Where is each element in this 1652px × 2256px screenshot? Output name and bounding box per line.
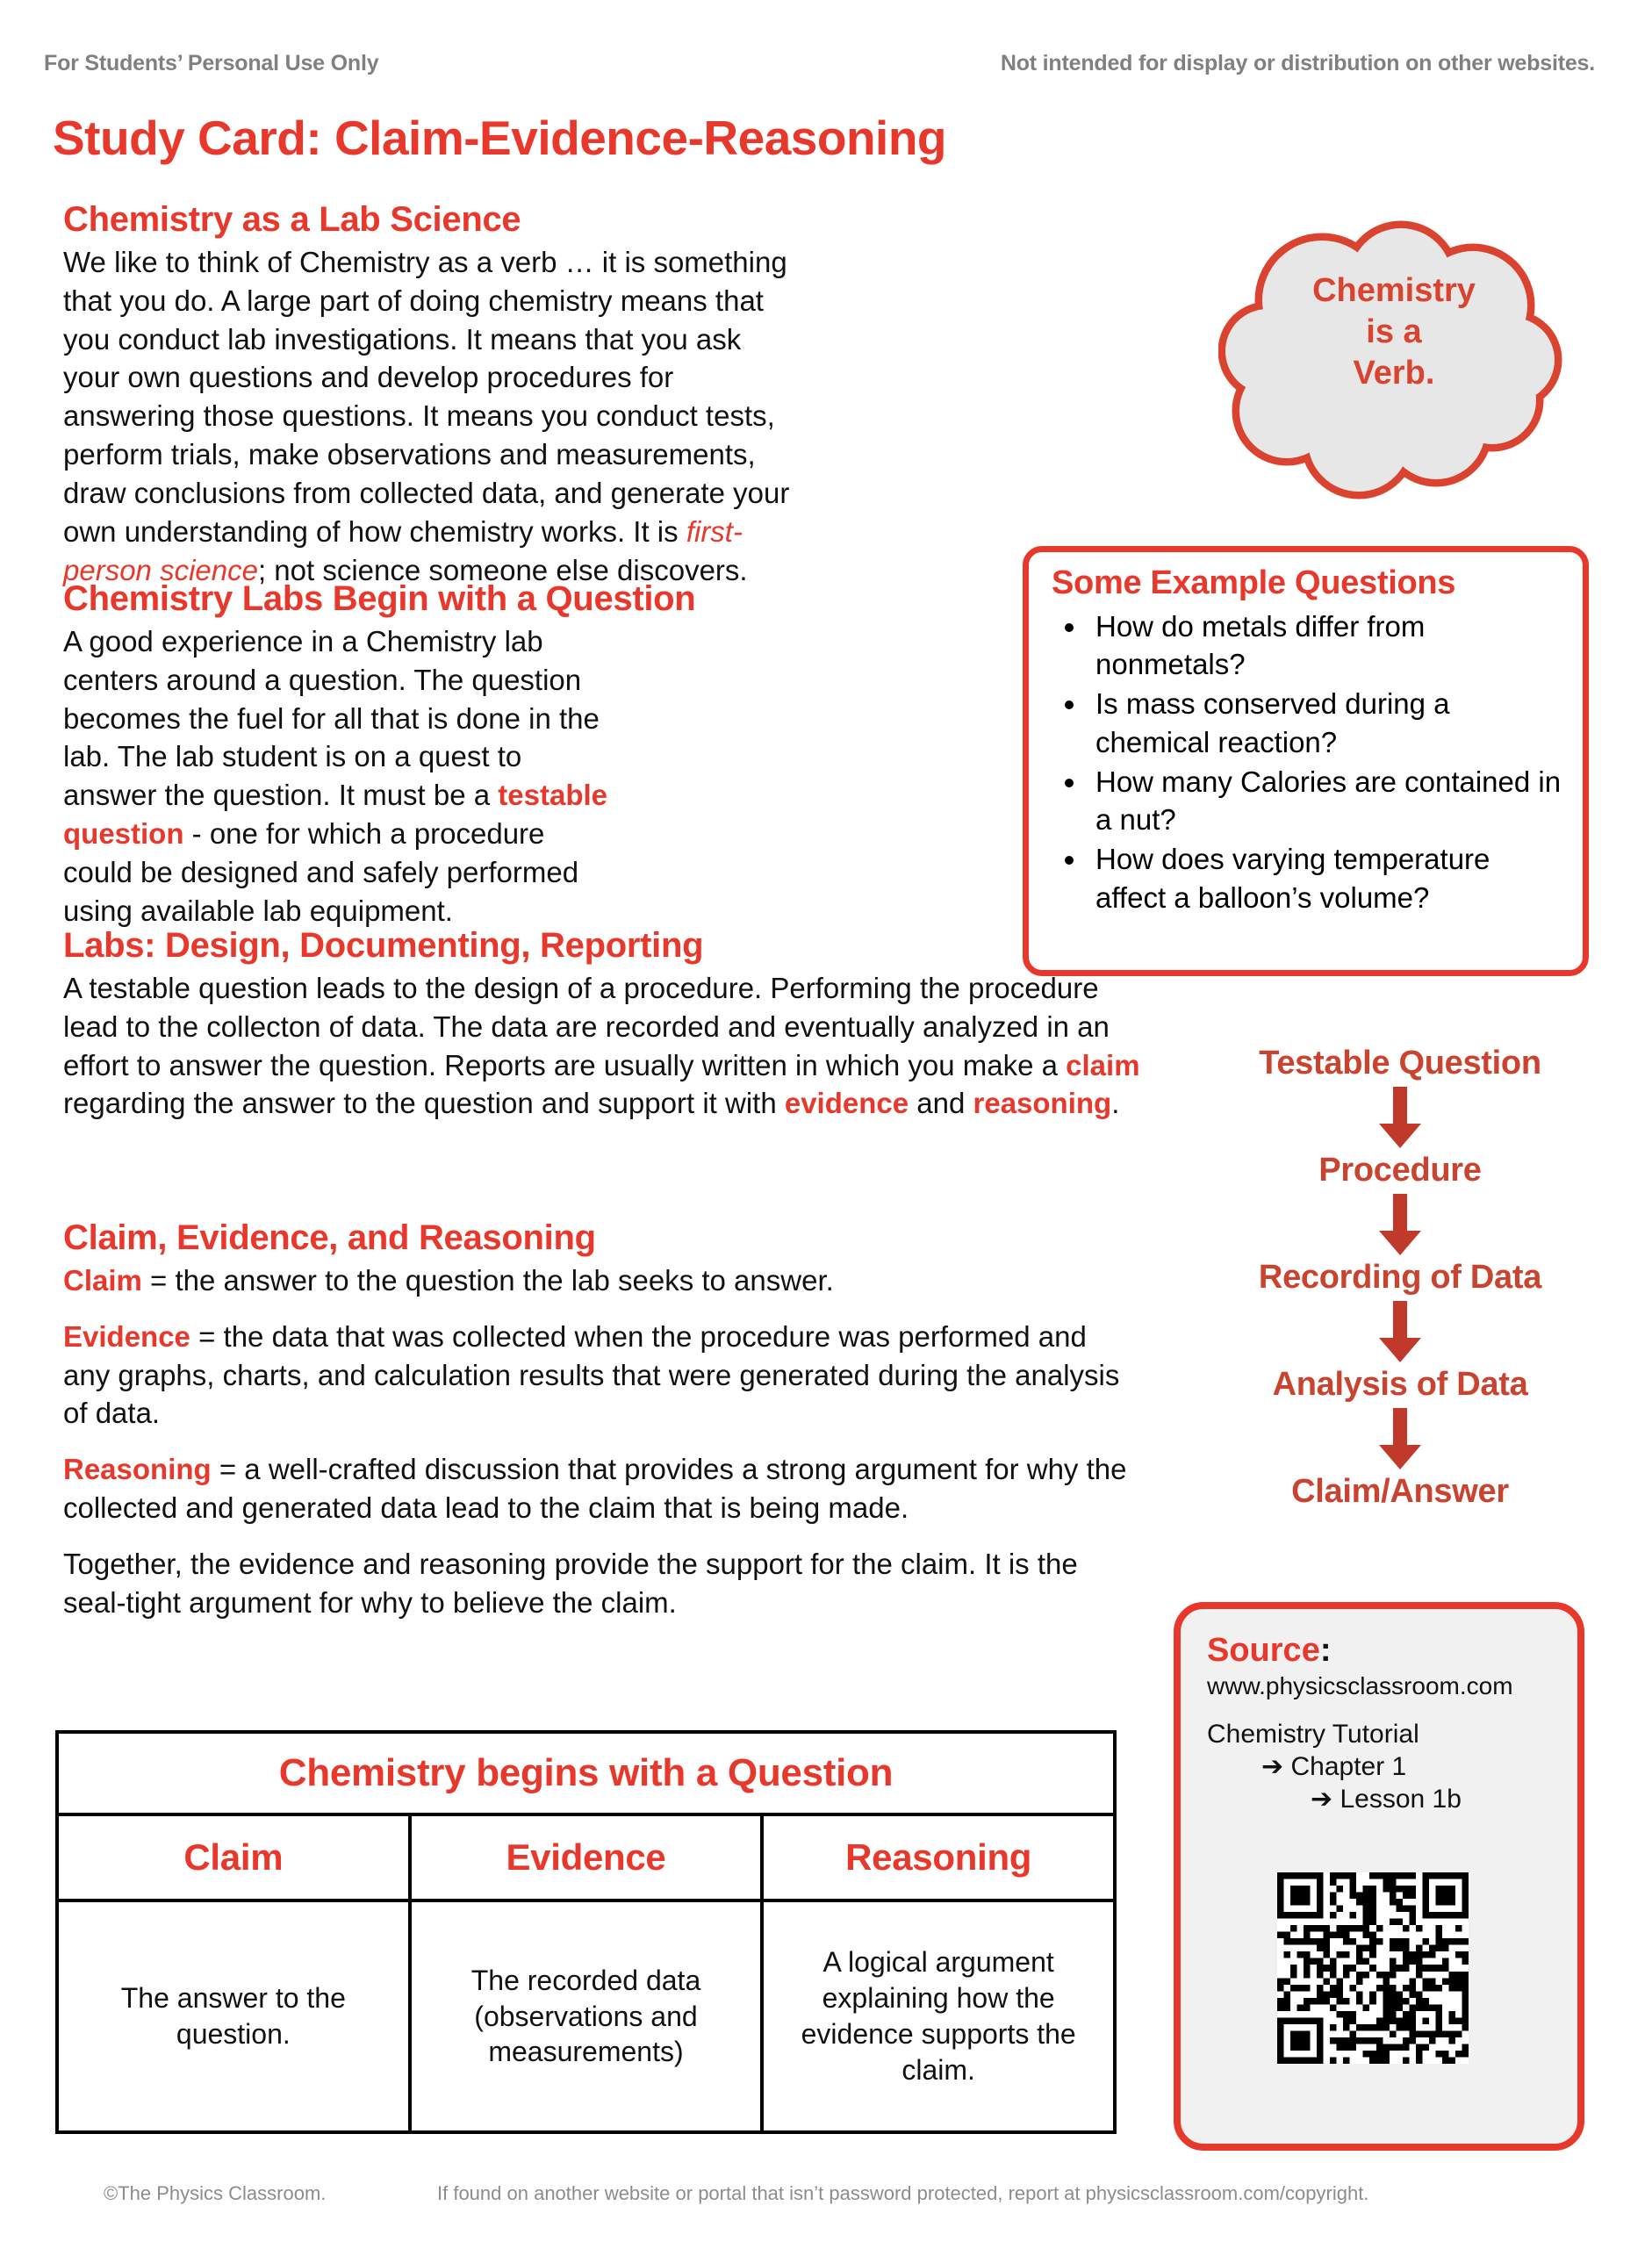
- table-header-evidence: Evidence: [410, 1814, 763, 1900]
- down-arrow-icon: [1375, 1408, 1425, 1471]
- source-box: [1174, 1602, 1584, 2151]
- table-row: [57, 1732, 1115, 1814]
- labs-design-emphasis-reasoning: reasoning: [973, 1087, 1112, 1120]
- list-item: • How do metals differ from nonmetals?: [1088, 607, 1563, 683]
- page-title: Study Card: Claim-Evidence-Reasoning: [53, 111, 947, 165]
- term-reasoning: Reasoning: [63, 1453, 212, 1486]
- qr-code[interactable]: [1277, 1872, 1469, 2064]
- labs-begin-emphasis: testable question: [63, 779, 607, 851]
- source-chapter-line: ➔ Chapter 1: [1261, 1751, 1407, 1781]
- source-heading-colon: :: [1319, 1632, 1332, 1669]
- definition-claim-text: = the answer to the question the lab seeks to answer.: [141, 1263, 834, 1297]
- table-cell-reasoning: A logical argument explaining how the evidence supports the claim.: [762, 1900, 1115, 2132]
- cloud-line-1: Chemistry: [1312, 272, 1476, 309]
- cloud-text: [1218, 270, 1569, 394]
- definition-reasoning-text: = a well-crafted discussion that provides a strong argument for why the collected and generated data lead to the claim that is being made.: [63, 1453, 1127, 1525]
- section-labs-begin: [63, 579, 696, 930]
- down-arrow-icon: [1375, 1301, 1425, 1364]
- lab-science-text-2: ; not science someone else discovers.: [257, 553, 748, 586]
- table-title: Chemistry begins with a Question: [57, 1732, 1115, 1814]
- lab-process-flowchart: [1176, 1046, 1624, 1509]
- page-header: [0, 51, 1652, 86]
- lab-science-text-1: We like to think of Chemistry as a verb … it is something that you do. A large part of doing chemistry means that you conduct lab investigations. It means that you ask your own questions and develop procedures for answering those questions. It means you conduct tests, perform trials, make observations and measurements, draw conclusions from collected data, and generate your own understanding of how chemistry works. It is: [63, 245, 790, 548]
- section-labs-design: [63, 926, 1143, 1123]
- section-body-lab-science: [63, 243, 792, 590]
- definition-reasoning: [63, 1450, 1138, 1527]
- source-lesson-line: ➔ Lesson 1b: [1311, 1784, 1462, 1814]
- footer-copyright: ©The Physics Classroom.: [104, 2182, 327, 2204]
- table-cell-claim: The answer to the question.: [57, 1900, 410, 2132]
- flow-step-analysis-of-data: Analysis of Data: [1272, 1365, 1528, 1403]
- section-body-labs-begin: [63, 622, 607, 930]
- example-questions-heading: Some Example Questions: [1052, 564, 1456, 601]
- cloud-line-3: Verb.: [1353, 355, 1435, 392]
- list-item: • Is mass conserved during a chemical reaction?: [1088, 685, 1563, 760]
- footer-notice: If found on another website or portal that isn’t password protected, report at physicsclassroom.com/copyright.: [437, 2182, 1369, 2204]
- lab-science-emphasis: first-person science: [63, 514, 743, 586]
- labs-begin-text-1: A good experience in a Chemistry lab centers around a question. The question becomes the fuel for all that is done in the lab. The lab student is on a quest to answer the question. It must be a: [63, 624, 600, 812]
- flow-step-testable-question: Testable Question: [1259, 1045, 1541, 1081]
- table-row: [57, 1814, 1115, 1900]
- cer-summary-table: [55, 1730, 1117, 2134]
- source-heading: [1207, 1634, 1577, 1669]
- flow-step-procedure: Procedure: [1318, 1151, 1482, 1189]
- flow-step-recording-of-data: Recording of Data: [1258, 1258, 1542, 1296]
- list-item: • How does varying temperature affect a balloon’s volume?: [1088, 840, 1563, 916]
- section-heading-labs-design: Labs: Design, Documenting, Reporting: [63, 926, 704, 965]
- term-claim: Claim: [63, 1263, 142, 1297]
- labs-design-text-4: .: [1111, 1087, 1120, 1120]
- labs-design-emphasis-claim: claim: [1066, 1048, 1140, 1081]
- list-item: • How many Calories are contained in a nut?: [1088, 763, 1563, 838]
- source-url[interactable]: www.physicsclassroom.com: [1207, 1671, 1513, 1699]
- table-row: [57, 1900, 1115, 2132]
- cer-summary: Together, the evidence and reasoning provide the support for the claim. It is the seal-tight argument for why to believe the claim.: [63, 1548, 1078, 1619]
- cloud-line-2: is a: [1366, 313, 1422, 351]
- page-footer: [0, 2182, 1652, 2210]
- section-claim-evidence-reasoning: [63, 1218, 1138, 1622]
- section-heading-lab-science: Chemistry as a Lab Science: [63, 200, 521, 239]
- example-questions-list: [1052, 607, 1563, 916]
- term-evidence: Evidence: [63, 1319, 190, 1353]
- labs-design-text-3: and: [909, 1087, 973, 1120]
- definition-evidence: [63, 1318, 1138, 1433]
- labs-design-text-1: A testable question leads to the design of a procedure. Performing the procedure lead to the collecton of data. The data are recorded and eventually analyzed in an effort to answer the question. Reports are usually written in which you make a: [63, 971, 1110, 1081]
- section-lab-science: [63, 200, 792, 590]
- section-heading-cer: Claim, Evidence, and Reasoning: [63, 1218, 596, 1257]
- definition-evidence-text: = the data that was collected when the procedure was performed and any graphs, charts, and calculation results that were generated during the analysis of data.: [63, 1319, 1120, 1430]
- labs-begin-text-2: - one for which a procedure could be designed and safely performed using available lab equipment.: [63, 817, 579, 927]
- labs-design-emphasis-evidence: evidence: [784, 1087, 909, 1120]
- header-left-notice: For Students’ Personal Use Only: [44, 51, 379, 75]
- table-header-reasoning: Reasoning: [762, 1814, 1115, 1900]
- flow-step-claim-answer: Claim/Answer: [1291, 1472, 1509, 1510]
- section-heading-labs-begin: Chemistry Labs Begin with a Question: [63, 579, 696, 618]
- example-questions-box: [1023, 546, 1589, 976]
- table-cell-evidence: The recorded data (observations and measurements): [410, 1900, 763, 2132]
- definition-claim: [63, 1261, 1138, 1300]
- table-header-claim: Claim: [57, 1814, 410, 1900]
- source-tutorial-line: Chemistry Tutorial: [1207, 1719, 1419, 1749]
- section-body-labs-design: [63, 969, 1143, 1124]
- labs-design-text-2: regarding the answer to the question and support it with: [63, 1087, 785, 1120]
- chemistry-is-a-verb-cloud: [1218, 219, 1569, 509]
- source-heading-label: Source: [1207, 1632, 1320, 1669]
- down-arrow-icon: [1375, 1194, 1425, 1257]
- down-arrow-icon: [1375, 1087, 1425, 1150]
- header-right-notice: Not intended for display or distribution on other websites.: [1000, 51, 1595, 75]
